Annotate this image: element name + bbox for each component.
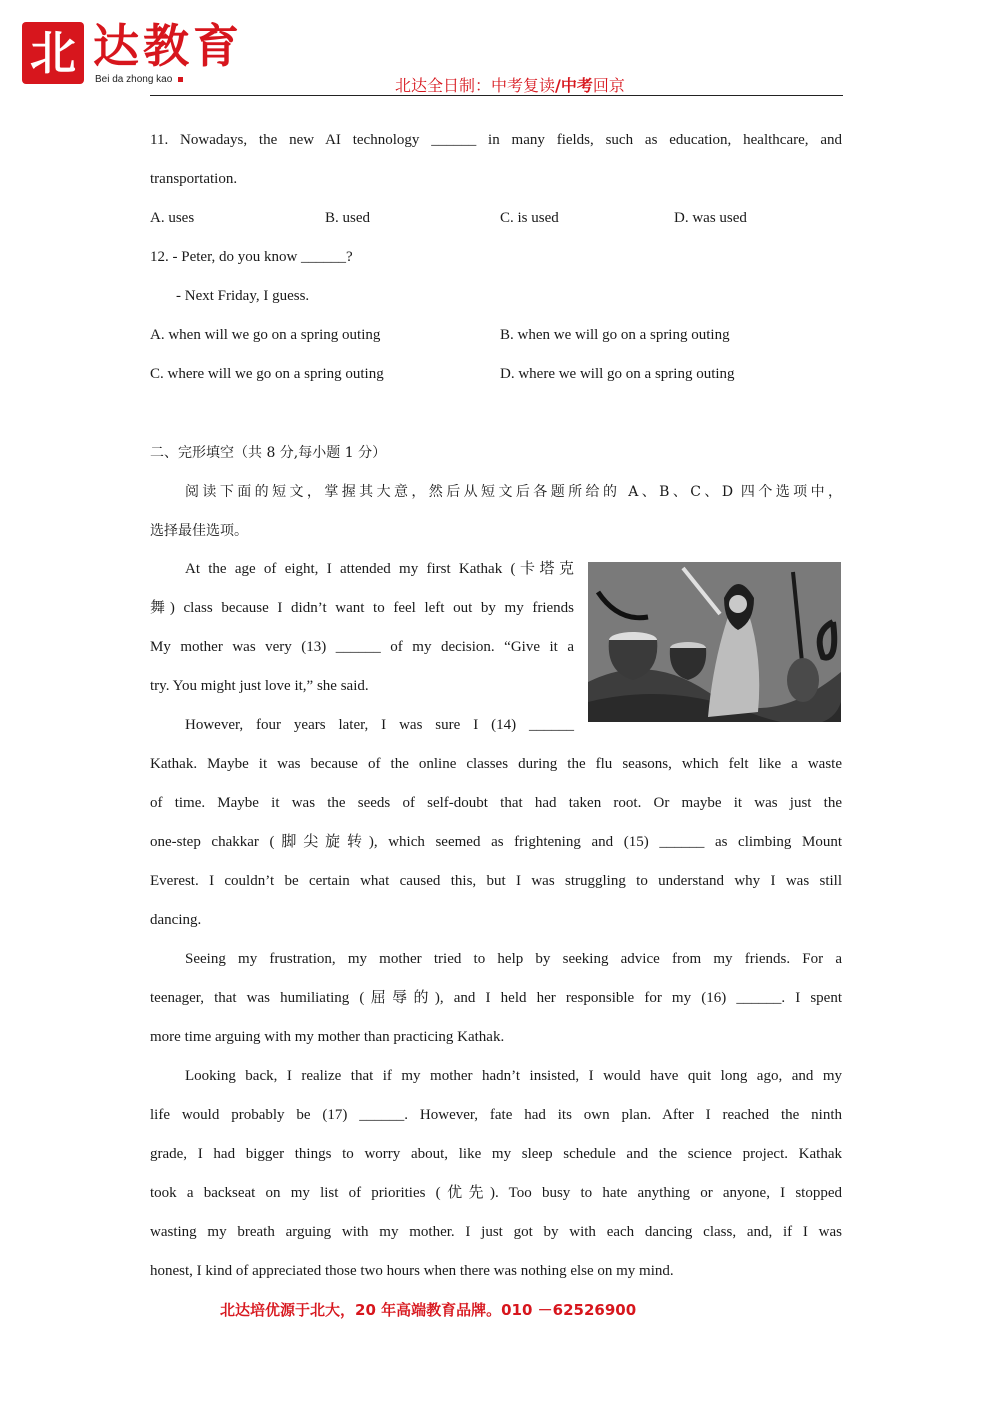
logo-mark: 北 <box>22 22 84 84</box>
q12-option-d: D. where we will go on a spring outing <box>500 366 735 382</box>
q12-response: - Next Friday, I guess. <box>176 288 310 304</box>
passage-p3-line2: teenager, that was humiliating (屈辱的), and I held her responsible for my (16) ______. I spent <box>150 990 842 1006</box>
q12-option-a: A. when will we go on a spring outing <box>150 327 381 343</box>
passage-p2-line2: Kathak. Maybe it was because of the online classes during the flu seasons, which felt like a waste <box>150 756 842 772</box>
q12-option-c: C. where will we go on a spring outing <box>150 366 384 382</box>
passage-p4-line4: took a backseat on my list of priorities (优先). Too busy to hate anything or anyone, I stopped <box>150 1185 842 1201</box>
q12-options-row1 <box>150 325 842 345</box>
q11-option-b: B. used <box>325 210 370 226</box>
passage-p4-line1: Looking back, I realize that if my mother hadn’t insisted, I would have quit long ago, and my <box>185 1068 842 1084</box>
passage-p1-line2: 舞) class because I didn’t want to feel left out by my friends <box>150 600 574 616</box>
q11-option-d: D. was used <box>674 210 747 226</box>
q11-options <box>150 208 842 228</box>
q11-stem-cont: transportation. <box>150 171 238 187</box>
passage-p3-line3: more time arguing with my mother than practicing Kathak. <box>150 1029 505 1045</box>
section-instructions: 阅读下面的短文，掌握其大意，然后从短文后各题所给的 A、B、C、D 四个选项中， <box>185 484 842 500</box>
kathak-dancer-illustration <box>588 562 841 722</box>
q11-stem: 11. Nowadays, the new AI technology ______ in many fields, such as education, healthcare, and <box>150 132 842 148</box>
passage-p2-line5: Everest. I couldn’t be certain what caused this, but I was struggling to understand why I was still <box>150 873 842 889</box>
passage-p2-line1: However, four years later, I was sure I (14) ______ <box>185 717 574 733</box>
q12-options-row2 <box>150 364 842 384</box>
q12-stem: 12. - Peter, do you know ______? <box>150 249 353 265</box>
passage-p2-line6: dancing. <box>150 912 202 928</box>
passage-p1-line1: At the age of eight, I attended my first Kathak (卡塔克 <box>185 561 574 577</box>
q11-option-c: C. is used <box>500 210 559 226</box>
logo-name: 达教育 <box>93 19 243 73</box>
logo-subtitle: Bei da zhong kao <box>95 74 183 85</box>
passage-p1-line3: My mother was very (13) ______ of my decision. “Give it a <box>150 639 574 655</box>
header-divider <box>150 95 843 96</box>
passage-p1-line4: try. You might just love it,” she said. <box>150 678 369 694</box>
q11-option-a: A. uses <box>150 210 195 226</box>
passage-p4-line5: wasting my breath arguing with my mother. I just got by with each dancing class, and, if I was <box>150 1224 842 1240</box>
passage-p2-line3: of time. Maybe it was the seeds of self-doubt that had taken root. Or maybe it was just the <box>150 795 842 811</box>
passage-p4-line2: life would probably be (17) ______. However, fate had its own plan. After I reached the ninth <box>150 1107 842 1123</box>
footer-slogan: 北达培优源于北大，20 年高端教育品牌。010 －62526900 <box>220 1301 637 1319</box>
section-instructions-cont: 选择最佳选项。 <box>150 523 248 539</box>
passage-p3-line1: Seeing my frustration, my mother tried to help by seeking advice from my friends. For a <box>185 951 842 967</box>
section-heading: 二、完形填空（共 8 分,每小题 1 分） <box>150 445 387 461</box>
passage-p2-line4: one-step chakkar (脚尖旋转), which seemed as frightening and (15) ______ as climbing Mount <box>150 834 842 850</box>
header-tagline: 北达全日制：中考复读/中考回京 <box>395 76 625 95</box>
passage-p4-line3: grade, I had bigger things to worry about, like my sleep schedule and the science project. Kathak <box>150 1146 842 1162</box>
passage-p4-line6: honest, I kind of appreciated those two hours when there was nothing else on my mind. <box>150 1263 674 1279</box>
q12-option-b: B. when we will go on a spring outing <box>500 327 730 343</box>
